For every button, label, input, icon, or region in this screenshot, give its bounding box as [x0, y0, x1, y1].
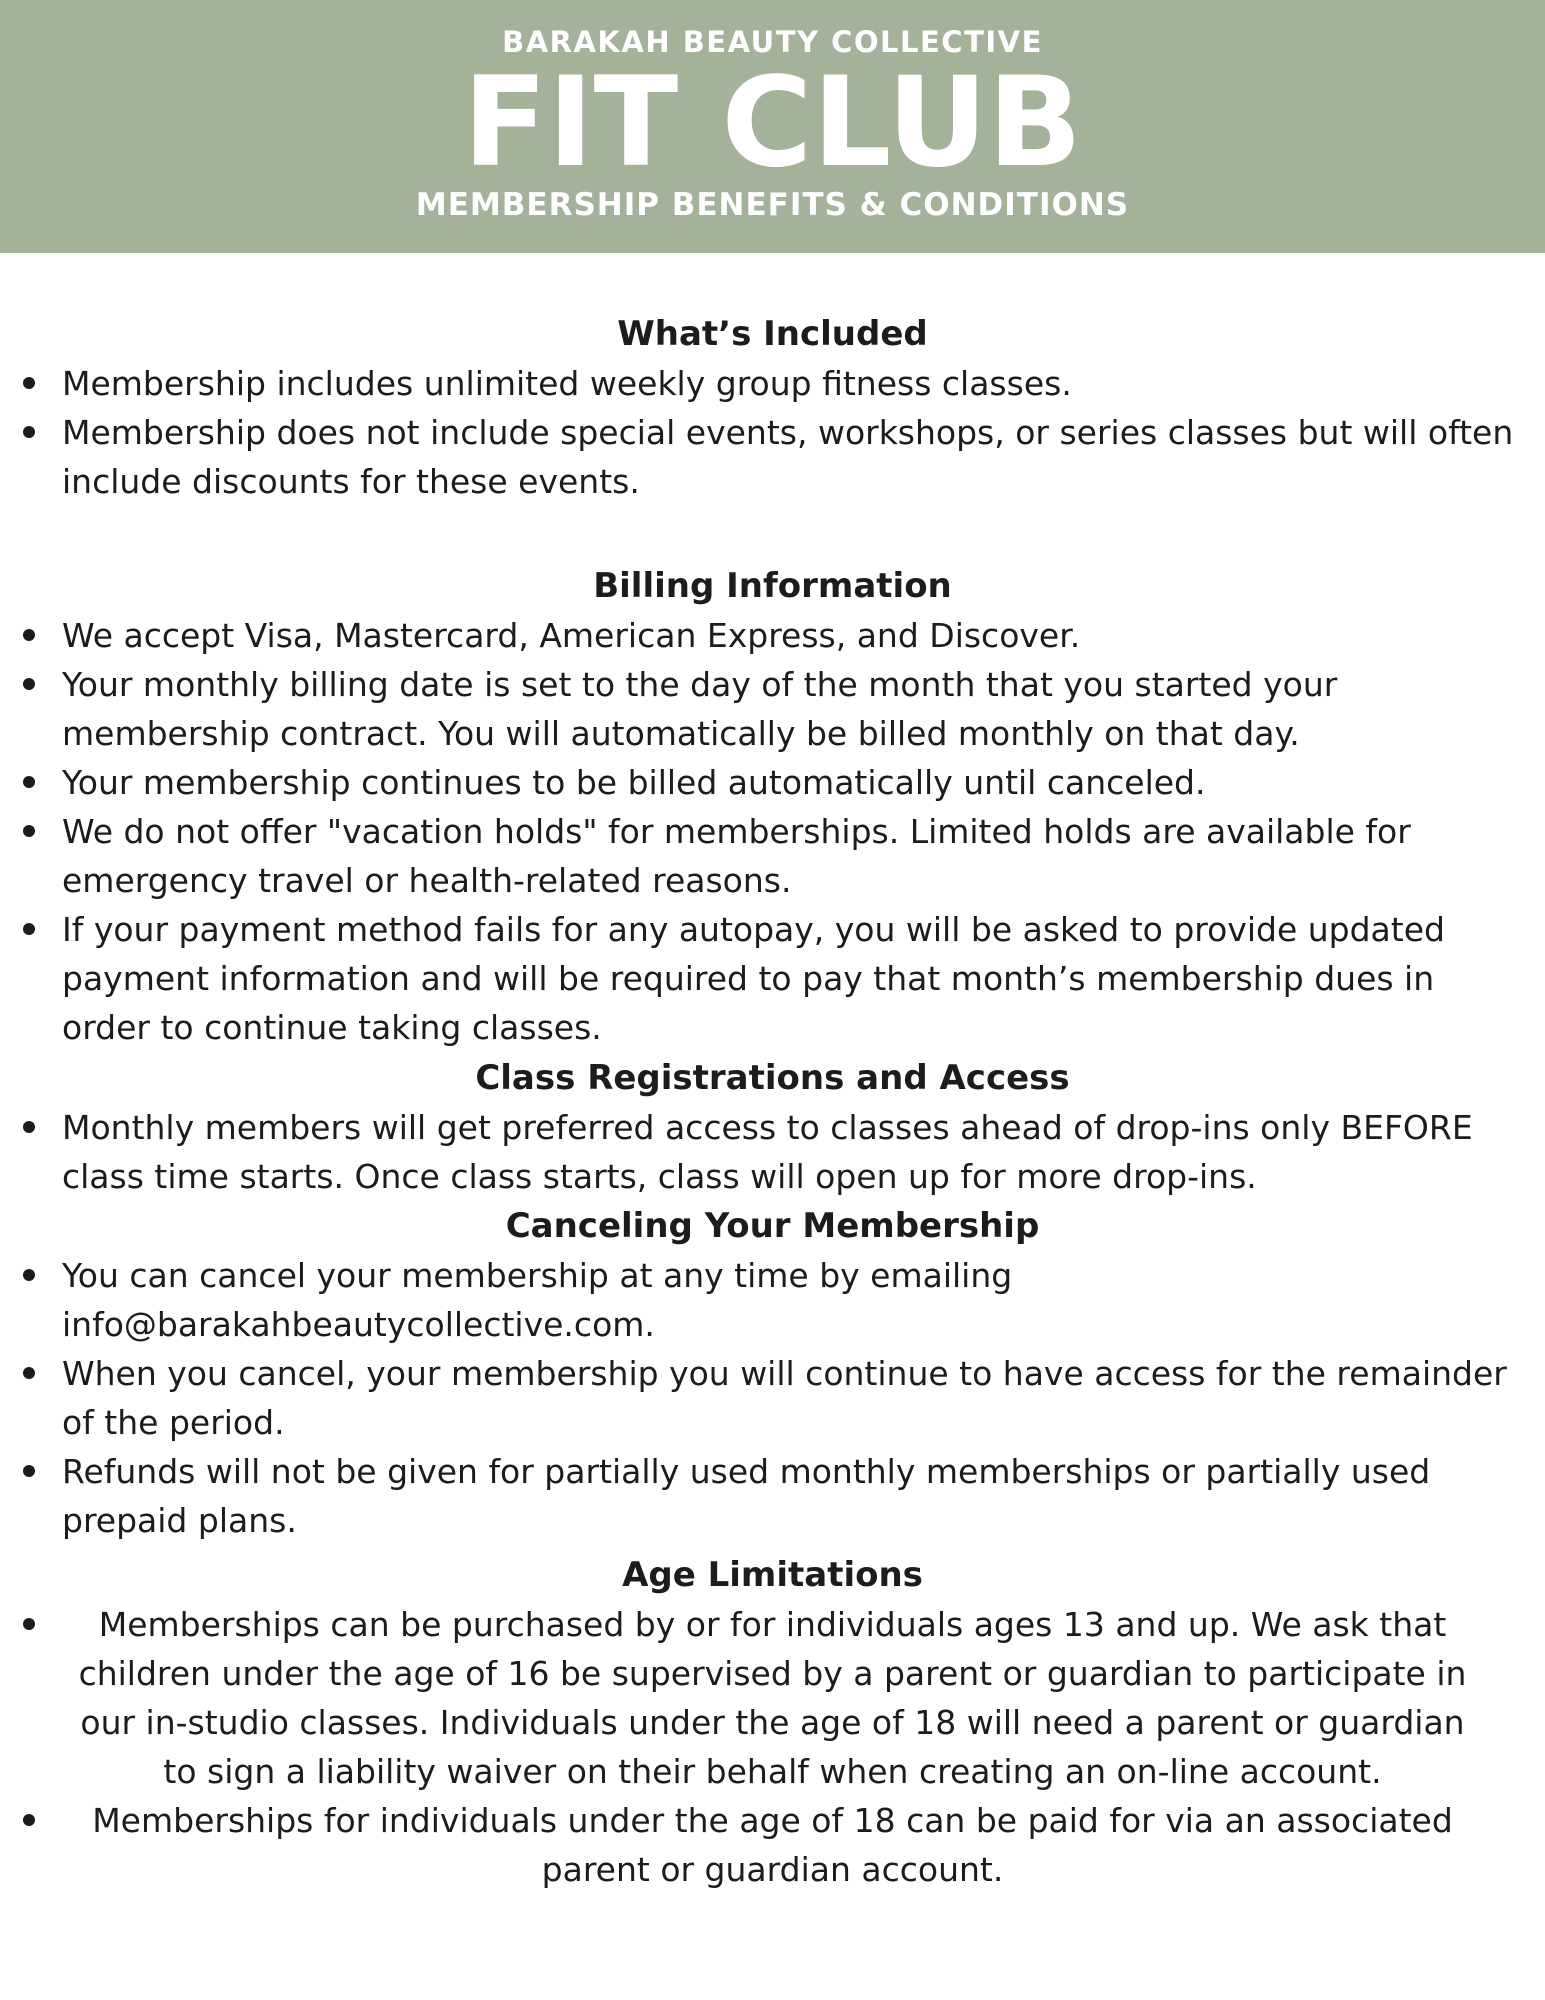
section-class-registrations [0, 1054, 1545, 1201]
bullet-list [0, 611, 1545, 1052]
list-item: When you cancel, your membership you will continue to have access for the remainder of the period. [0, 1349, 1545, 1447]
bullet-list [0, 359, 1545, 506]
bullet-list [0, 1600, 1545, 1894]
list-item: You can cancel your membership at any time by emailing info@barakahbeautycollective.com. [0, 1251, 1545, 1349]
list-item: Your monthly billing date is set to the day of the month that you started your membership contract. You will automatically be billed monthly on that day. [0, 660, 1545, 758]
list-item: Your membership continues to be billed automatically until canceled. [0, 758, 1545, 807]
list-item: Memberships can be purchased by or for individuals ages 13 and up. We ask that children under the age of 16 be supervised by a parent or guardian to participate in our in-studio classes. Individuals under the age of 18 will need a parent or guardian to sign a liability waiver on their behalf when creating an on-line account. [0, 1600, 1545, 1796]
page-title: FIT CLUB [462, 51, 1083, 195]
section-billing-information [0, 562, 1545, 1052]
section-heading: Class Registrations and Access [475, 1058, 1070, 1098]
list-item: Memberships for individuals under the age of 18 can be paid for via an associated parent or guardian account. [0, 1796, 1545, 1894]
list-item: Refunds will not be given for partially used monthly memberships or partially used prepaid plans. [0, 1447, 1545, 1545]
bullet-list [0, 1103, 1545, 1201]
brand-name: BARAKAH BEAUTY COLLECTIVE [502, 25, 1043, 59]
list-item: We do not offer "vacation holds" for memberships. Limited holds are available for emergency travel or health-related reasons. [0, 807, 1545, 905]
list-item: Membership does not include special events, workshops, or series classes but will often include discounts for these events. [0, 408, 1545, 506]
list-item: Membership includes unlimited weekly group fitness classes. [0, 359, 1545, 408]
header-banner [0, 0, 1545, 253]
page-subtitle: MEMBERSHIP BENEFITS & CONDITIONS [415, 187, 1130, 223]
section-age-limitations [0, 1551, 1545, 1894]
section-whats-included [0, 310, 1545, 506]
section-heading: Canceling Your Membership [505, 1206, 1040, 1246]
section-canceling-membership [0, 1202, 1545, 1545]
document-body [0, 310, 1545, 1894]
bullet-list [0, 1251, 1545, 1545]
list-item: Monthly members will get preferred access to classes ahead of drop-ins only BEFORE class time starts. Once class starts, class will open up for more drop-ins. [0, 1103, 1545, 1201]
section-heading: Age Limitations [622, 1555, 923, 1595]
list-item: If your payment method fails for any autopay, you will be asked to provide updated payment information and will be required to pay that month’s membership dues in order to continue taking classes. [0, 905, 1545, 1052]
section-heading: Billing Information [593, 566, 952, 606]
section-heading: What’s Included [617, 314, 928, 354]
list-item: We accept Visa, Mastercard, American Express, and Discover. [0, 611, 1545, 660]
